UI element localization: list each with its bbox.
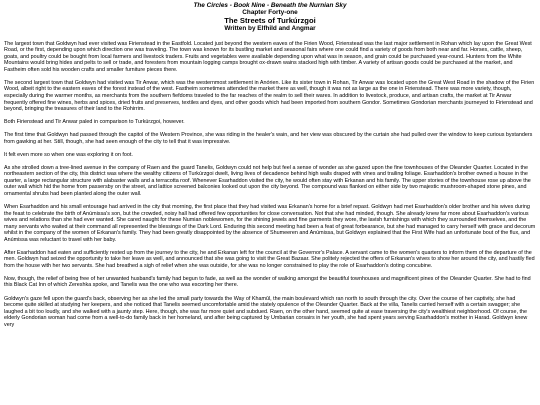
paragraph: The largest town that Goldwyn had ever visited was Firienstead in the Eastfold. Located just beyond the western eaves of the Firien Wood, Firienstead was the last major settlement in Rohan which lay upon the Great West Road, or the first, depending upon which direction one was traveling. The town was known for its bustling market and seasonal fairs where one could find a variety of goods from both near and far. Horses, cattle, sheep, goats, and poultry could be bought from local farmers and livestock traders. Fruits and vegetables were available depending upon what was in season, and grain could be purchased year-round. Hunters from the White Mountains would bring hides and pelts to sell or trade, and foresters from mountain logging camps brought ox-drawn wains stacked high with timber. A variety of artisan goods could be purchased at the market, and Fastheim often sold his wooden crafts and smaller furniture pieces there. <box>4 40 532 73</box>
paragraph: As she strolled down a tree-lined avenue in the company of Raen and the guard Tanelis, Goldwyn could not help but feel a sense of wonder as she gazed upon the fine townhouses of the Oleander Quarter. Located in the northeastern section of the city, this district was where the wealthy citizens of Turkúrzgoi dwelt, living lives of decadence behind high walls draped with vines and trailing foliage. Esarhaddon's brother owned a house in the quarter, a large rectangular structure with alabaster walls and a terracotta roof. Whenever Esarhaddon visited the city, he would often stay with Erkanan and his family. The upper stories of the townhouse rose up above the outer wall which hid the home from passersby on the street, and lattice screened balconies looked out upon the city beyond. The compound was flanked on either side by two majestic mushroom-shaped stone pines, and ornamental shrubs had been planted along the outer wall. <box>4 164 531 197</box>
paragraph: When Esarhaddon and his small entourage had arrived in the city that morning, the first place that they had visited was Erkanan's home for a brief repast. Goldwyn had met Esarhaddon's older brother and his wives during the feast to celebrate the birth of Anúmissa's son, but the crowded, noisy hall had offered few opportunities for close conversation. Not that she had minded, though. She already knew far more about Esarhaddon's various wives and relations than she had ever wanted. She cared naught for these Numian noblewomen, for the shining jewels and fine garments they wore, the lavish furnishings with which they surrounded themselves, and the many servants who waited at their command all represented the blessings of the Dark Lord. Enduring this second meeting had been a feat of great forbearance, but she had managed to carry herself with grace and decorum whilst in the company of the women of Erkanan's family. They had been greatly disappointed by the absence of Shumeeren and Anúmissa, but Goldwyn explained that the First Wife had an unfortunate bout of the flux, and Anúmissa was reluctant to travel with her baby. <box>4 204 536 243</box>
paragraph: The first time that Goldwyn had passed through the capitol of the Western Province, she was riding in the healer's wain, and her view was obscured by the curtain she had pulled over the window to keep curious bystanders from gawking at her. Still, though, she had seen enough of the city to tell that it was impressive. <box>4 132 533 145</box>
paragraph: The second largest town that Goldwyn had visited was Tir Anwar, which was the westernmost settlement in Anórien. Like its sister town in Rohan, Tir Anwar was located upon the Great West Road in the shadow of the Firien Wood, albeit right to the eastern eaves of the forest instead of the west. Fastheim sometimes attended the market there as well, though it was not as large as the one in Firienstead. There was more variety, though, especially during the warmer months, as merchants from the southern fiefdoms traveled to the far reaches of the realm to sell their wares. In addition to livestock, produce, and artisan crafts, the market at Tir Anwar frequently offered fine wines, herbs and spices, dried fruits and preserves, textiles and dyes, and other goods which had been imported from southern Gondor. Sometimes Gondorian merchants journeyed to Firienstead and beyond, bringing the treasures of their land to the Rohirrim. <box>4 79 535 113</box>
paragraph: After Esarhaddon had eaten and sufficiently rested up from the journey to the city, he and Erkanan left for the council at the Governor's Palace. A servant came to the women's quarters to inform them of the departure of the men. Goldwyn had seized the opportunity to take her leave as well, and announced that she was going to visit the Great Bazaar. She politely rejected the offers of Erkanan's wives to show her around the city, and hastily fled from the house with her two servants. She had breathed a sigh of relief when she was outside, for she was no longer constrained to play the role of Esarhaddon's doting concubine. <box>4 249 535 269</box>
paragraph: Now, though, the relief of being free of her unwanted husband's family had begun to fade, as well as the wonder of walking amongst the beautiful townhouses and magnificent pines of the Oleander Quarter. She had to find this Black Cat Inn of which Zereshka spoke, and Tanelis was the one who was escorting her there. <box>4 275 531 289</box>
document-header <box>4 2 536 33</box>
series-title: The Circles - Book Nine - Beneath the Nurnian Sky <box>193 2 347 9</box>
paragraph: Goldwyn's gaze fell upon the guard's back, observing her as she led the small party towards the Way of Khamûl, the main boulevard which ran north to south through the city. Over the course of her captivity, she had become quite skilled at studying her keepers, and she noticed that Tanelis seemed uncomfortable amid the stately opulence of the Oleander Quarter. Back at the villa, Tanelis carried herself with a certain swagger; she laughed a bit too loudly, and she walked with a jaunty step. Here, though, she was far more quiet and subdued. Raen, on the other hand, seemed quite at ease traversing the city's wealthiest neighborhood. Of course, the elderly Gondorian woman had come from a well-to-do family back in her homeland, and after being captured by Umbarian corsairs in her youth, she had spent years serving Esarhaddon's mother in Harad. Goldwyn knew very <box>4 295 528 328</box>
document-body <box>4 41 536 329</box>
paragraph: It felt even more so when one was exploring it on foot. <box>4 151 133 158</box>
chapter-title: The Streets of Turkúrzgoi <box>224 15 316 25</box>
author-byline: Written by Elfhild and Angmar <box>224 25 316 33</box>
chapter-heading: Chapter Forty-one <box>242 9 298 17</box>
paragraph: Both Firienstead and Tir Anwar paled in comparison to Turkúrzgoi, however. <box>4 119 185 126</box>
